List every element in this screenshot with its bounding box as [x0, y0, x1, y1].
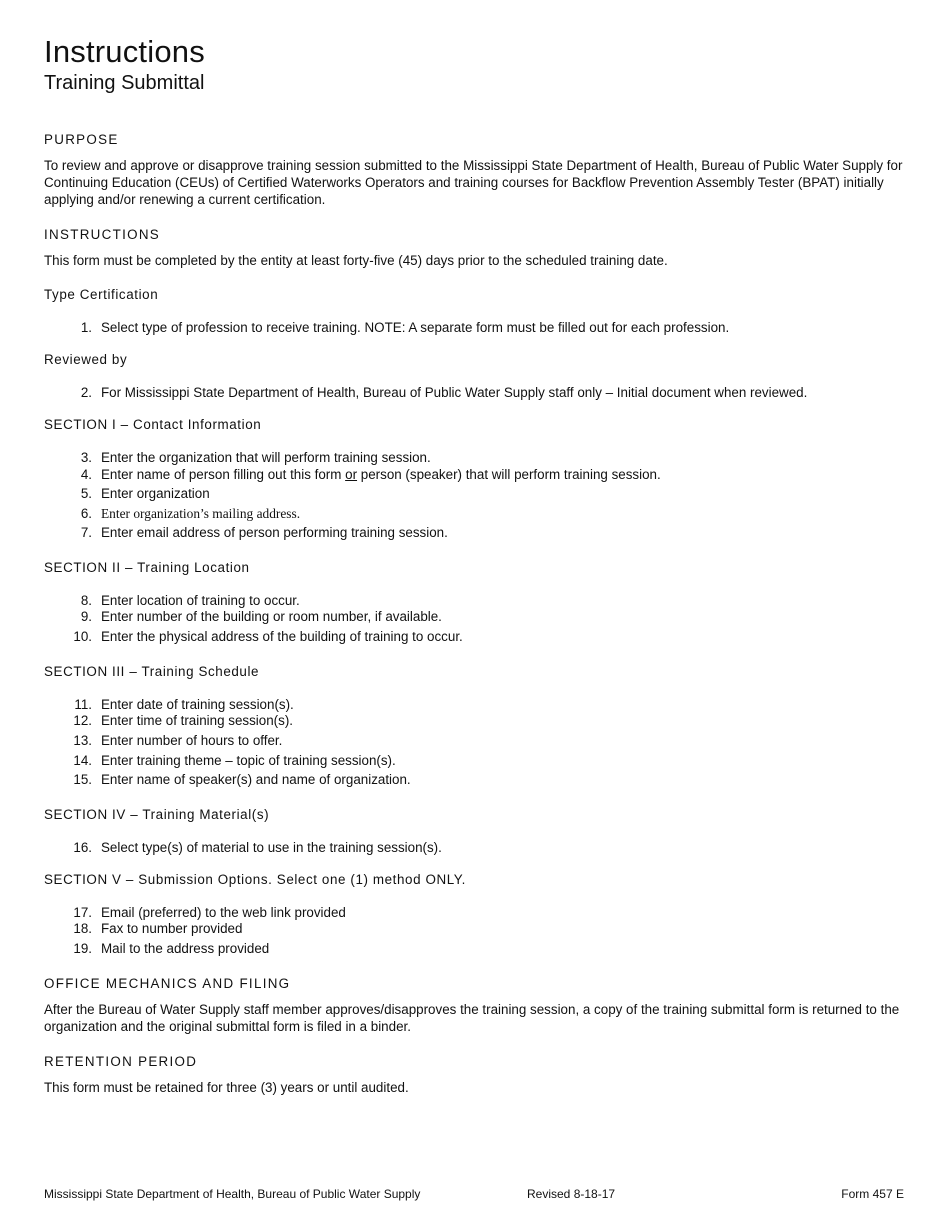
- office-heading: OFFICE MECHANICS AND FILING: [44, 976, 291, 991]
- type-certification-heading: Type Certification: [44, 287, 159, 302]
- retention-text: This form must be retained for three (3) years or until audited.: [44, 1080, 409, 1095]
- page-subtitle: Training Submittal: [44, 72, 205, 94]
- list-item: 9. Enter number of the building or room number, if available.: [80, 609, 442, 624]
- list-item: 12. Enter time of training session(s).: [73, 713, 294, 728]
- list-item: 1. Select type of profession to receive training. NOTE: A separate form must be filled out for each profession.: [80, 320, 730, 335]
- list-item: 6. Enter organization’s mailing address.: [80, 506, 301, 521]
- office-text: After the Bureau of Water Supply staff member approves/disapproves the training session, a copy of the training submittal form is returned to the organization and the original submittal form is filed in a binder.: [44, 1002, 900, 1034]
- purpose-text: To review and approve or disapprove training session submitted to the Mississippi State Department of Health, Bureau of Public Water Supply for Continuing Education (CEUs) of Certified Waterworks Operators and training courses for Backflow Prevention Assembly Tester (BPAT) initially applying and/or renewing a current certification.: [44, 158, 903, 207]
- list-item: 2. For Mississippi State Department of Health, Bureau of Public Water Supply staff only – Initial document when reviewed.: [80, 385, 808, 400]
- section-1-heading: SECTION I – Contact Information: [44, 417, 262, 432]
- list-item: 18. Fax to number provided: [73, 921, 243, 936]
- list-item: 11. Enter date of training session(s).: [74, 697, 294, 712]
- list-item: 16. Select type(s) of material to use in the training session(s).: [73, 840, 442, 855]
- section-4-heading: SECTION IV – Training Material(s): [44, 807, 270, 822]
- list-item: 15. Enter name of speaker(s) and name of organization.: [73, 772, 411, 787]
- section-2-heading: SECTION II – Training Location: [44, 560, 250, 575]
- list-item: 10. Enter the physical address of the building of training to occur.: [73, 629, 463, 644]
- reviewed-by-heading: Reviewed by: [44, 352, 128, 367]
- footer-form-number: Form 457 E: [841, 1187, 904, 1201]
- section-5-heading: SECTION V – Submission Options. Select one (1) method ONLY.: [44, 872, 466, 887]
- list-item: 17. Email (preferred) to the web link provided: [73, 905, 346, 920]
- list-item: 19. Mail to the address provided: [73, 941, 270, 956]
- list-item: 13. Enter number of hours to offer.: [73, 733, 283, 748]
- footer-organization: Mississippi State Department of Health, Bureau of Public Water Supply: [44, 1187, 421, 1201]
- list-item: 5. Enter organization: [80, 486, 210, 501]
- page-title: Instructions: [44, 34, 205, 69]
- instructions-heading: INSTRUCTIONS: [44, 227, 161, 242]
- footer-revision: Revised 8-18-17: [527, 1187, 616, 1201]
- list-item: 7. Enter email address of person performing training session.: [80, 525, 448, 540]
- purpose-heading: PURPOSE: [44, 132, 119, 147]
- instructions-text: This form must be completed by the entity at least forty-five (45) days prior to the scheduled training date.: [44, 253, 668, 268]
- section-3-heading: SECTION III – Training Schedule: [44, 664, 260, 679]
- list-item: 8. Enter location of training to occur.: [80, 593, 300, 608]
- list-item: 4. Enter name of person filling out this form or person (speaker) that will perform training session.: [80, 467, 661, 482]
- list-item: 14. Enter training theme – topic of training session(s).: [73, 753, 396, 768]
- list-item: 3. Enter the organization that will perform training session.: [80, 450, 431, 465]
- retention-heading: RETENTION PERIOD: [44, 1054, 198, 1069]
